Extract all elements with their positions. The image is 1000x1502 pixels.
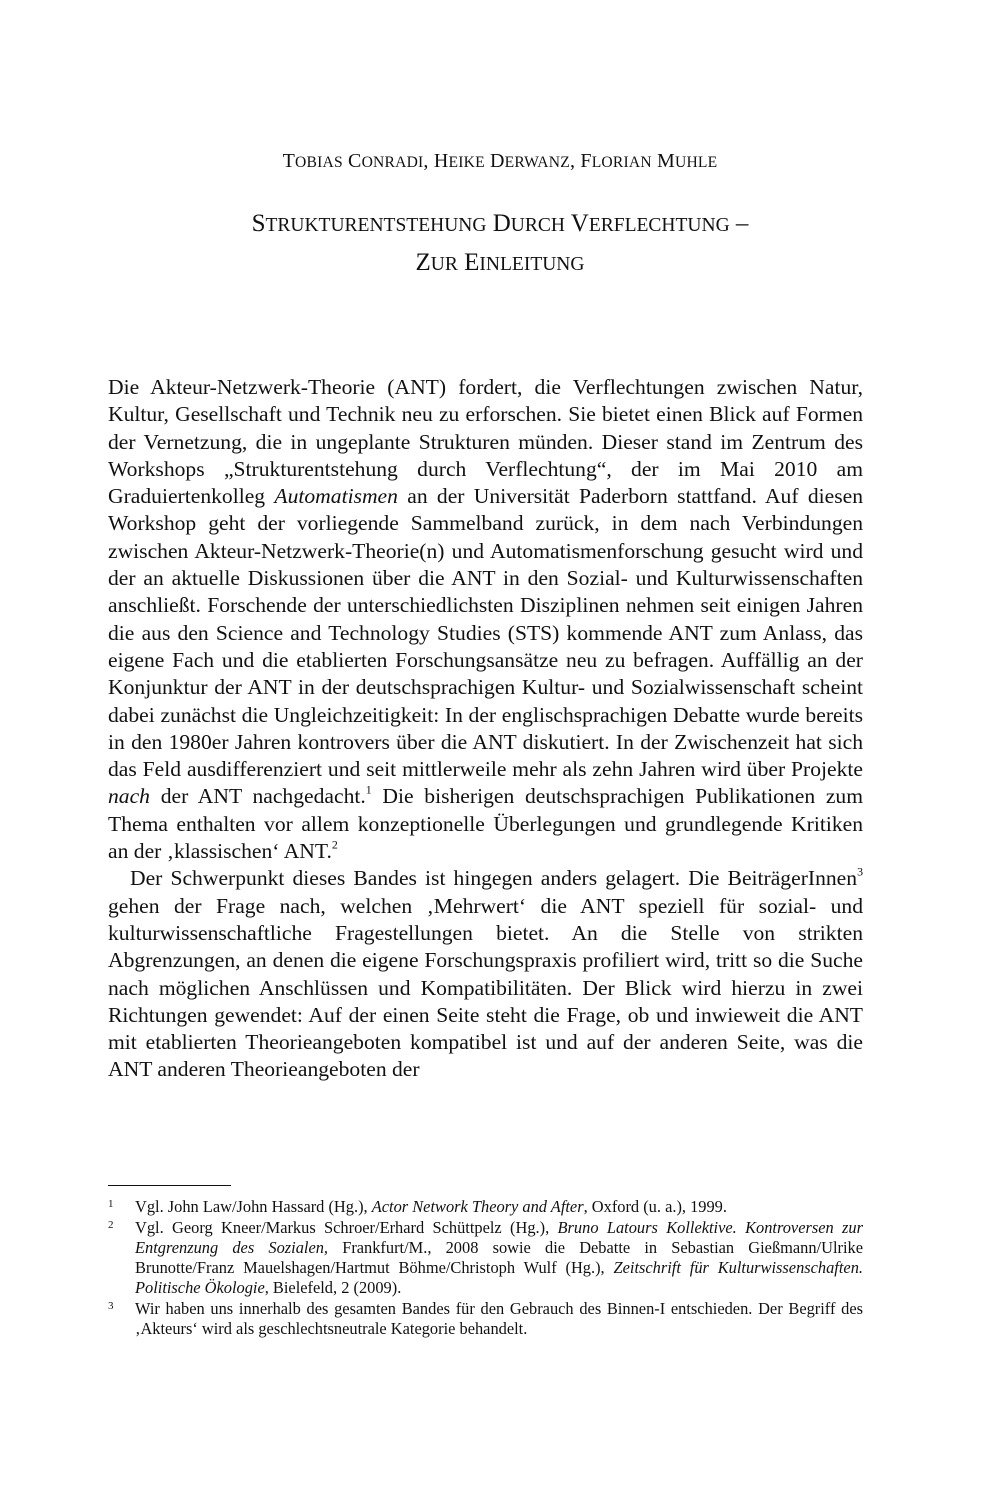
title-dash: – (735, 210, 749, 237)
footnotes (108, 1197, 863, 1340)
footnote-number: 2 (108, 1219, 114, 1231)
footnote-number: 1 (108, 1198, 114, 1210)
emphasis: Actor Network Theory and After (371, 1197, 584, 1216)
title-line-2: ZUR EINLEITUNG (415, 249, 585, 276)
footnote-1: 1 Vgl. John Law/John Hassard (Hg.), Actor Network Theory and After, Oxford (u. a.), 1999. (108, 1197, 863, 1217)
author-name: FLORIAN MUHLE (580, 150, 718, 172)
body-text (108, 374, 863, 1084)
title-line-1: STRUKTURENTSTEHUNG DURCH VERFLECHTUNG – (251, 210, 749, 237)
footnote-ref-2[interactable]: 2 (331, 837, 338, 852)
paragraph-2: Der Schwerpunkt dieses Bandes ist hingegen anders gelagert. Die BeiträgerInnen$^3$ gehen der Frage nach, welchen ‚Mehrwert‘ die ANT speziell für sozial- und kulturwissenschaftliche Fragestellungen bietet. An die Stelle von strikten Abgrenzungen, an denen die eigene Forschungspraxis profiliert wird, tritt so die Suche nach möglichen Anschlüssen und Kompatibilitäten. Der Blick wird hierzu in zwei Richtungen gewendet: Auf der einen Seite steht die Frage, ob und inwieweit die ANT mit etablierten Theorieangeboten kompatibel ist und auf der anderen Seite, was die ANT anderen Theorieangeboten der (108, 864, 863, 1082)
author-name: HEIKE DERWANZ (433, 150, 570, 172)
footnote-ref-3[interactable]: 3 (857, 864, 863, 879)
footnote-3: 3 Wir haben uns innerhalb des gesamten Bandes für den Gebrauch des Binnen-I entschieden. Der Begriff des ‚Akteurs‘ wird als geschlechtsneutrale Kategorie behandelt. (108, 1299, 863, 1339)
footnote-2: 2 Vgl. Georg Kneer/Markus Schroer/Erhard Schüttpelz (Hg.), Bruno Latours Kollektive. Kontroversen zur Entgrenzung des Sozialen, Frankfurt/M., 2008 sowie die Debatte in Sebastian Gießmann/Ulrike Brunotte/Franz Mauelshagen/Hartmut Böhme/Christoph Wulf (Hg.), Zeitschrift für Kulturwissenschaften. Politische Ökologie, Bielefeld, 2 (2009). (108, 1218, 863, 1298)
author-line: TOBIAS CONRADI, HEIKE DERWANZ, FLORIAN MUHLE (282, 150, 718, 172)
paragraph-1: Die Akteur-Netzwerk-Theorie (ANT) fordert, die Verflechtungen zwischen Natur, Kultur, Gesellschaft und Technik neu zu erforschen. Sie bietet einen Blick auf Formen der Vernetzung, die in ungeplante Strukturen münden. Dieser stand im Zentrum des Workshops „Strukturentstehung durch Verflechtung“, der im Mai 2010 am Graduiertenkolleg Automatismen an der Universität Paderborn stattfand. Auf diesen Workshop geht der vorliegende Sammelband zurück, in dem nach Verbindungen zwischen Akteur-Netzwerk-Theorie(n) und Automatismenforschung gesucht wird und der an aktuelle Diskussionen über die ANT in den Sozial- und Kulturwissenschaften anschließt. Forschende der unterschiedlichsten Disziplinen nehmen seit einigen Jahren die aus den Science and Technology Studies (STS) kommende ANT zum Anlass, das eigene Fach und die etablierten Forschungsansätze neu zu befragen. Auffällig an der Konjunktur der ANT in der deutschsprachigen Kultur- und Sozialwissenschaft scheint dabei zunächst die Ungleichzeitigkeit: In der englischsprachigen Debatte wurde bereits in den 1980er Jahren kontrovers über die ANT diskutiert. In der Zwischenzeit hat sich das Feld ausdifferenziert und seit mittlerweile mehr als zehn Jahren wird über Projekte nach der ANT nachgedacht.$^1$ Die bisherigen deutschsprachigen Publikationen zum Thema enthalten vor allem konzeptionelle Überlegungen und grundlegende Kritiken an der ‚klassischen‘ ANT.$^2$ (108, 375, 863, 864)
emphasis: Automatismen (274, 484, 398, 509)
chapter-title (0, 205, 1000, 283)
footnote-separator (108, 1185, 231, 1186)
author-name: TOBIAS CONRADI (282, 150, 424, 172)
emphasis: Bruno Latours Kollektive. Kontroversen zur Entgrenzung des Sozialen, (135, 1218, 863, 1257)
emphasis: Zeitschrift für Kulturwissenschaften. Politische Ökologie (135, 1258, 863, 1297)
emphasis: nach (108, 784, 150, 809)
footnote-number: 3 (108, 1300, 114, 1312)
footnote-ref-1[interactable]: 1 (365, 782, 372, 797)
